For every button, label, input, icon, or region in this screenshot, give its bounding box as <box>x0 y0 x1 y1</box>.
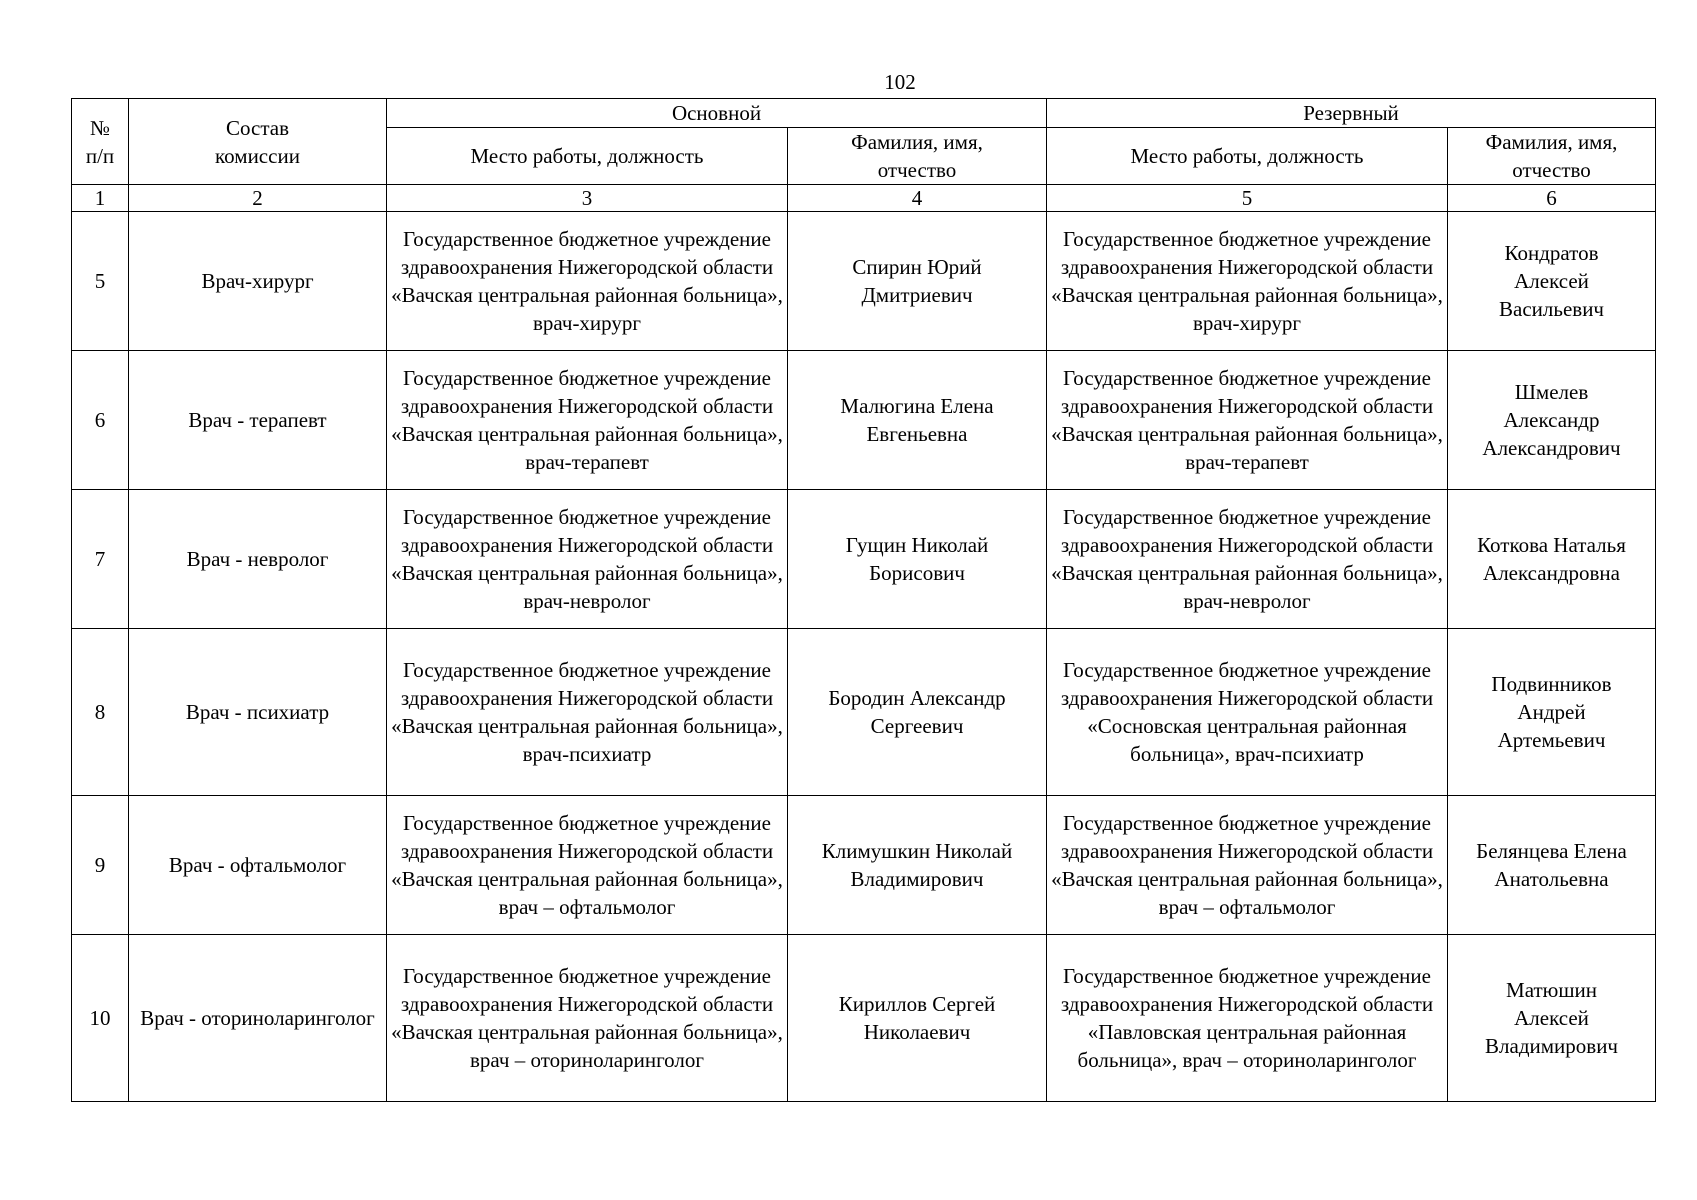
row-number: 8 <box>72 629 129 796</box>
column-index: 4 <box>788 185 1047 212</box>
row-number: 7 <box>72 490 129 629</box>
column-index: 3 <box>387 185 788 212</box>
row-reserve-name: Кондратов Алексей Васильевич <box>1448 212 1656 351</box>
row-main-name: Климушкин Николай Владимирович <box>788 796 1047 935</box>
column-index: 6 <box>1448 185 1656 212</box>
table-row <box>72 796 1656 935</box>
column-index-row <box>72 185 1656 212</box>
row-reserve-workplace: Государственное бюджетное учреждение здравоохранения Нижегородской области «Вачская центральная районная больница», врач-невролог <box>1047 490 1448 629</box>
row-reserve-name: Шмелев Александр Александрович <box>1448 351 1656 490</box>
row-role: Врач - психиатр <box>129 629 387 796</box>
table-row <box>72 935 1656 1102</box>
header-main-workplace: Место работы, должность <box>387 128 788 185</box>
header-reserve-workplace: Место работы, должность <box>1047 128 1448 185</box>
header-number <box>72 99 129 185</box>
row-main-workplace: Государственное бюджетное учреждение здравоохранения Нижегородской области «Вачская центральная районная больница», врач-психиатр <box>387 629 788 796</box>
row-main-name: Кириллов Сергей Николаевич <box>788 935 1047 1102</box>
page-number: 102 <box>884 70 916 94</box>
row-main-name: Гущин Николай Борисович <box>788 490 1047 629</box>
row-role: Врач-хирург <box>129 212 387 351</box>
row-number: 6 <box>72 351 129 490</box>
commission-table <box>71 98 1656 1102</box>
row-main-workplace: Государственное бюджетное учреждение здравоохранения Нижегородской области «Вачская центральная районная больница», врач-невролог <box>387 490 788 629</box>
row-reserve-workplace: Государственное бюджетное учреждение здравоохранения Нижегородской области «Вачская центральная районная больница», врач – офтальмолог <box>1047 796 1448 935</box>
header-main: Основной <box>387 99 1047 128</box>
row-reserve-workplace: Государственное бюджетное учреждение здравоохранения Нижегородской области «Сосновская центральная районная больница», врач-психиатр <box>1047 629 1448 796</box>
row-reserve-name: Коткова Наталья Александровна <box>1448 490 1656 629</box>
table-row <box>72 351 1656 490</box>
row-main-workplace: Государственное бюджетное учреждение здравоохранения Нижегородской области «Вачская центральная районная больница», врач-терапевт <box>387 351 788 490</box>
table-row <box>72 490 1656 629</box>
row-role: Врач - терапевт <box>129 351 387 490</box>
row-role: Врач - офтальмолог <box>129 796 387 935</box>
row-reserve-name: Белянцева Елена Анатольевна <box>1448 796 1656 935</box>
row-main-workplace: Государственное бюджетное учреждение здравоохранения Нижегородской области «Вачская центральная районная больница», врач – оториноларинголог <box>387 935 788 1102</box>
header-reserve: Резервный <box>1047 99 1656 128</box>
row-reserve-workplace: Государственное бюджетное учреждение здравоохранения Нижегородской области «Вачская центральная районная больница», врач-хирург <box>1047 212 1448 351</box>
row-main-workplace: Государственное бюджетное учреждение здравоохранения Нижегородской области «Вачская центральная районная больница», врач-хирург <box>387 212 788 351</box>
row-reserve-name: Подвинников Андрей Артемьевич <box>1448 629 1656 796</box>
table-row <box>72 629 1656 796</box>
row-number: 9 <box>72 796 129 935</box>
column-index: 2 <box>129 185 387 212</box>
header-number-label: № п/п <box>85 115 115 168</box>
row-role: Врач - оториноларинголог <box>129 935 387 1102</box>
header-reserve-fio-label: Фамилия, имя, отчество <box>1485 130 1618 182</box>
row-role: Врач - невролог <box>129 490 387 629</box>
row-number: 5 <box>72 212 129 351</box>
row-number: 10 <box>72 935 129 1102</box>
row-reserve-workplace: Государственное бюджетное учреждение здравоохранения Нижегородской области «Вачская центральная районная больница», врач-терапевт <box>1047 351 1448 490</box>
table-row <box>72 212 1656 351</box>
row-reserve-name: Матюшин Алексей Владимирович <box>1448 935 1656 1102</box>
header-main-fio-label: Фамилия, имя, отчество <box>851 130 983 182</box>
row-main-name: Бородин Александр Сергеевич <box>788 629 1047 796</box>
row-main-name: Спирин Юрий Дмитриевич <box>788 212 1047 351</box>
row-main-name: Малюгина Елена Евгеньевна <box>788 351 1047 490</box>
header-composition <box>129 99 387 185</box>
column-index: 1 <box>72 185 129 212</box>
header-main-fio <box>788 128 1047 185</box>
row-main-workplace: Государственное бюджетное учреждение здравоохранения Нижегородской области «Вачская центральная районная больница», врач – офтальмолог <box>387 796 788 935</box>
header-composition-label: Состав комиссии <box>215 115 300 168</box>
row-reserve-workplace: Государственное бюджетное учреждение здравоохранения Нижегородской области «Павловская центральная районная больница», врач – оториноларинголог <box>1047 935 1448 1102</box>
header-reserve-fio <box>1448 128 1656 185</box>
column-index: 5 <box>1047 185 1448 212</box>
